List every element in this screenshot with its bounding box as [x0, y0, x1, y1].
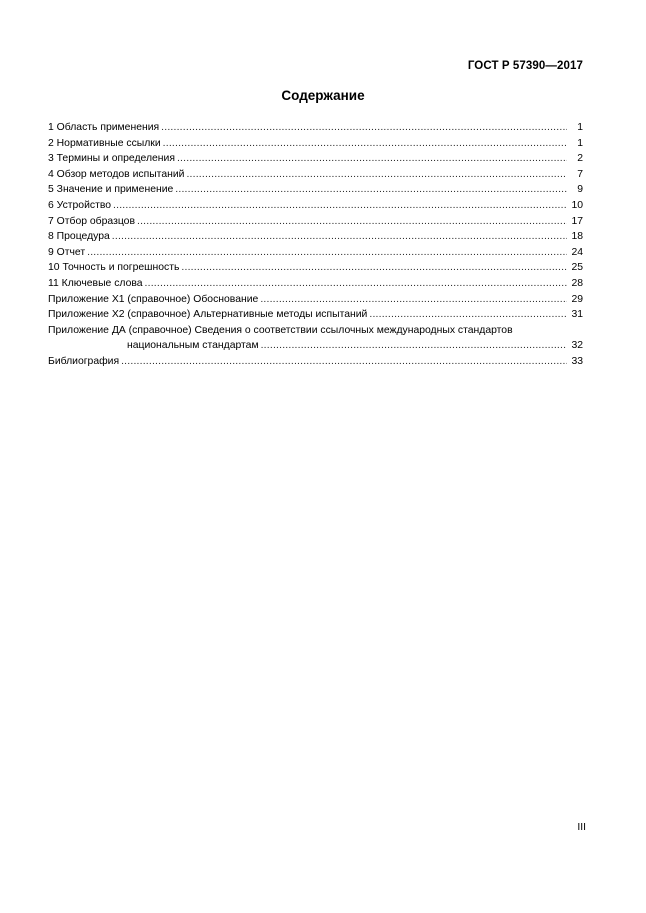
toc-entry-text: 4 Обзор методов испытаний	[48, 168, 185, 180]
toc-entry-page: 25	[571, 262, 583, 274]
toc-entry-page: 9	[577, 184, 583, 196]
toc-entry[interactable]	[48, 214, 583, 230]
toc-entry-text: 2 Нормативные ссылки	[48, 137, 161, 149]
toc-entry-text: 10 Точность и погрешность	[48, 262, 180, 274]
leader-dots	[163, 136, 567, 152]
toc-entry-page: 31	[571, 309, 583, 321]
table-of-contents	[48, 120, 583, 370]
toc-entry-text: 7 Отбор образцов	[48, 215, 135, 227]
toc-entry-page: 7	[577, 168, 583, 180]
leader-dots	[175, 182, 567, 198]
toc-entry[interactable]	[48, 151, 583, 167]
toc-entry-page: 33	[571, 355, 583, 367]
toc-entry-text: Приложение Х2 (справочное) Альтернативные методы испытаний	[48, 309, 368, 321]
toc-entry-text: 9 Отчет	[48, 246, 86, 258]
toc-entry[interactable]	[48, 245, 583, 261]
toc-entry[interactable]	[48, 120, 583, 136]
toc-entry-page: 1	[577, 137, 583, 149]
toc-title: Содержание	[281, 88, 365, 103]
toc-entry[interactable]	[48, 260, 583, 276]
toc-entry-page: 2	[577, 153, 583, 165]
toc-entry-page: 32	[571, 340, 583, 352]
toc-entry-page: 28	[571, 277, 583, 289]
leader-dots	[113, 198, 567, 214]
leader-dots	[261, 338, 567, 354]
toc-entry-text: 11 Ключевые слова	[48, 277, 143, 289]
leader-dots	[145, 276, 567, 292]
toc-entry[interactable]	[48, 307, 583, 323]
toc-entry-text: 8 Процедура	[48, 231, 110, 243]
page-number: III	[577, 822, 586, 833]
toc-entry-text: Приложение Х1 (справочное) Обоснование	[48, 293, 259, 305]
toc-entry-text: 1 Область применения	[48, 122, 160, 133]
toc-entry-text: Приложение ДА (справочное) Сведения о соответствии ссылочных международных стандартов	[48, 324, 513, 336]
leader-dots	[87, 245, 567, 261]
toc-entry-page: 29	[571, 293, 583, 305]
document-code: ГОСТ Р 57390—2017	[467, 60, 583, 72]
toc-entry-page: 17	[571, 215, 583, 227]
toc-entry[interactable]	[48, 323, 583, 354]
leader-dots	[112, 229, 567, 245]
toc-entry[interactable]	[48, 198, 583, 214]
toc-entry-text-continued: национальным стандартам	[127, 340, 259, 352]
toc-entry-page: 1	[577, 122, 583, 133]
leader-dots	[369, 307, 567, 323]
leader-dots	[186, 167, 567, 183]
toc-entry[interactable]	[48, 292, 583, 308]
leader-dots	[177, 151, 567, 167]
toc-entry-text: Библиография	[48, 355, 120, 367]
leader-dots	[260, 292, 567, 308]
toc-entry[interactable]	[48, 136, 583, 152]
toc-entry-text: 3 Термины и определения	[48, 153, 175, 165]
leader-dots	[161, 120, 567, 136]
leader-dots	[121, 354, 567, 370]
toc-entry-page: 24	[571, 246, 583, 258]
toc-entry[interactable]	[48, 229, 583, 245]
toc-entry[interactable]	[48, 167, 583, 183]
toc-entry[interactable]	[48, 276, 583, 292]
toc-entry-page: 10	[571, 199, 583, 211]
toc-entry[interactable]	[48, 354, 583, 370]
toc-entry-text: 6 Устройство	[48, 199, 112, 211]
toc-entry-page: 18	[571, 231, 583, 243]
leader-dots	[137, 214, 567, 230]
toc-entry[interactable]	[48, 182, 583, 198]
toc-entry-text: 5 Значение и применение	[48, 184, 174, 196]
leader-dots	[181, 260, 567, 276]
